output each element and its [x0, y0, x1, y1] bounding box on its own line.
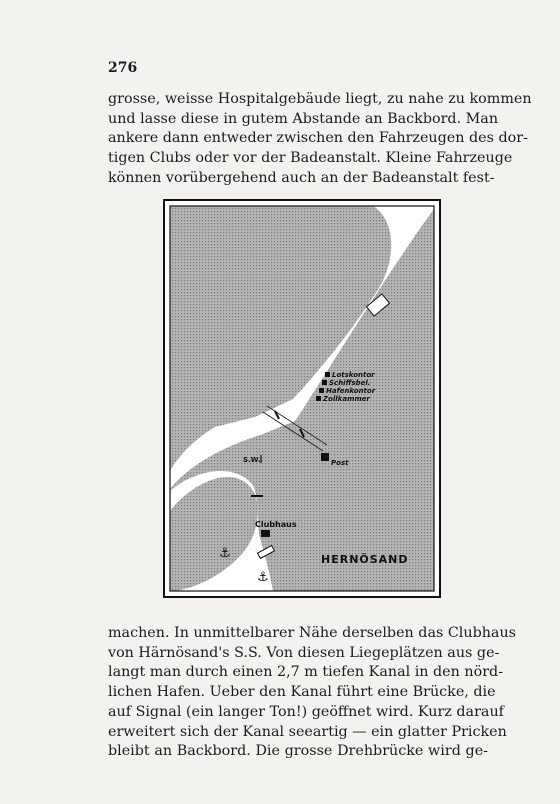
text-line: ankere dann entweder zwischen den Fahrzeugen des dor-: [108, 130, 528, 147]
text-line: tigen Clubs oder vor der Badeanstalt. Kleine Fahrzeuge: [108, 150, 513, 167]
text-line: machen. In unmittelbarer Nähe derselben das Clubhaus: [108, 625, 517, 641]
anchor-icon: ⚓: [257, 570, 269, 585]
text-line: auf Signal (ein langer Ton!) geöffnet wird. Kurz darauf: [108, 703, 504, 720]
text-line: lichen Hafen. Ueber den Kanal führt eine Brücke, die: [108, 684, 496, 701]
text-line: von Härnösand's S.S. Von diesen Liegeplätzen aus ge-: [108, 644, 500, 661]
office-marker: [316, 396, 321, 401]
post-label: Post: [331, 459, 349, 467]
text-line: und lasse diese in gutem Abstande an Backbord. Man: [108, 110, 499, 127]
page-number: 276: [108, 60, 138, 76]
text-line: erweitert sich der Kanal seeartig — ein glatter Pricken: [108, 723, 507, 740]
office-label: Hafenkontor: [326, 387, 376, 395]
paragraph-top: [108, 90, 532, 189]
text-line: grosse, weisse Hospitalgebäude liegt, zu nahe zu kommen: [108, 91, 532, 107]
clubhouse-building: [261, 530, 270, 537]
office-marker: [325, 372, 330, 377]
office-label: Zollkammer: [323, 395, 370, 403]
paragraph-bottom: [108, 624, 517, 762]
text-line: langt man durch einen 2,7 m tiefen Kanal in den nörd-: [108, 664, 504, 681]
text-line: können vorübergehend auch an der Badeanstalt fest-: [108, 169, 495, 186]
post-building: [321, 453, 329, 461]
harbour-map: [163, 199, 441, 598]
office-label: Schiffsbel.: [329, 379, 371, 387]
text-line: bleibt an Backbord. Die grosse Drehbrücke wird ge-: [108, 743, 488, 760]
office-marker: [322, 380, 327, 385]
sw-label: S.W.: [243, 456, 261, 464]
office-marker: [319, 388, 324, 393]
clubhouse-label: Clubhaus: [255, 520, 297, 529]
office-label: Lotskontor: [332, 371, 375, 379]
anchor-icon: ⚓: [219, 546, 231, 561]
town-label: HERNÖSAND: [321, 553, 409, 566]
